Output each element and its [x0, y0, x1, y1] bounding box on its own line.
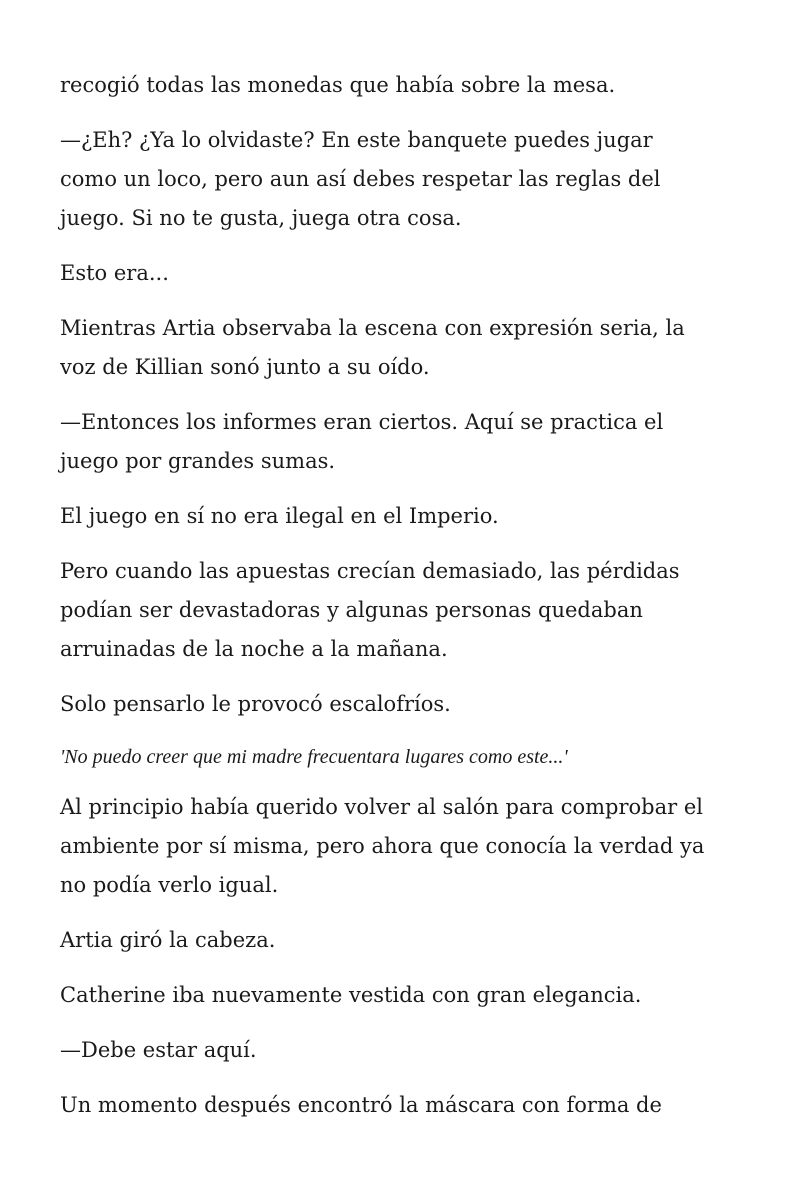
paragraph-4: Mientras Artia observaba la escena con expresión seria, la voz de Killian sonó junto a su oído. [60, 316, 685, 379]
paragraph-10: Al principio había querido volver al salón para comprobar el ambiente por sí misma, pero ahora que conocía la verdad ya no podía verlo igual. [60, 795, 705, 897]
paragraph-3: Esto era... [60, 261, 169, 285]
document-page [60, 66, 750, 1141]
paragraph-1: recogió todas las monedas que había sobre la mesa. [60, 73, 616, 97]
paragraph-13: —Debe estar aquí. [60, 1038, 257, 1062]
paragraph-11: Artia giró la cabeza. [60, 928, 276, 952]
paragraph-14: Un momento después encontró la máscara con forma de [60, 1093, 662, 1117]
paragraph-12: Catherine iba nuevamente vestida con gran elegancia. [60, 983, 642, 1007]
paragraph-2: —¿Eh? ¿Ya lo olvidaste? En este banquete puedes jugar como un loco, pero aun así debes respetar las reglas del juego. Si no te gusta, juega otra cosa. [60, 128, 661, 230]
paragraph-6: El juego en sí no era ilegal en el Imperio. [60, 504, 499, 528]
thought-paragraph: 'No puedo creer que mi madre frecuentara lugares como este...' [60, 746, 568, 768]
paragraph-8: Solo pensarlo le provocó escalofríos. [60, 692, 451, 716]
paragraph-5: —Entonces los informes eran ciertos. Aquí se practica el juego por grandes sumas. [60, 410, 664, 473]
paragraph-7: Pero cuando las apuestas crecían demasiado, las pérdidas podían ser devastadoras y algunas personas quedaban arruinadas de la noche a la mañana. [60, 559, 680, 661]
